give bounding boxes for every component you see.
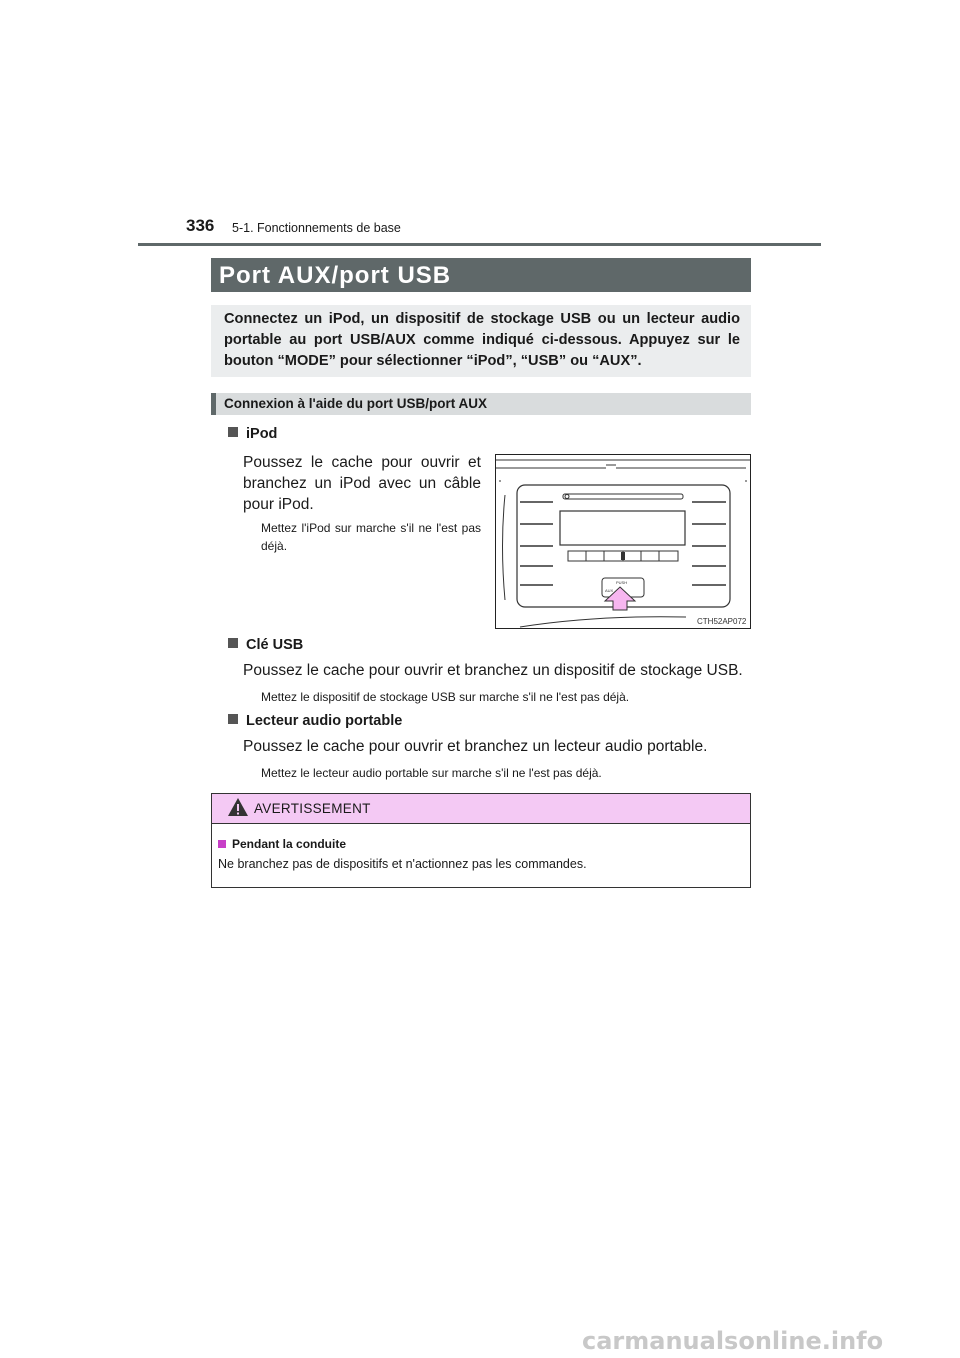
header-rule [138, 243, 821, 246]
item-body-portable: Poussez le cache pour ouvrir et branchez un lecteur audio portable. [243, 738, 708, 755]
warning-item-heading [218, 837, 346, 851]
item-heading-text: Lecteur audio portable [246, 713, 403, 729]
item-note-ipod: Mettez l'iPod sur marche s'il ne l'est pas déjà. [261, 521, 481, 553]
warning-title: AVERTISSEMENT [254, 801, 371, 816]
item-body-ipod: Poussez le cache pour ouvrir et branchez un iPod avec un câble pour iPod. [243, 454, 481, 513]
audio-unit-illustration [496, 455, 750, 628]
audio-unit-figure [495, 454, 751, 629]
item-heading-usb [228, 637, 303, 653]
square-bullet-icon [218, 840, 226, 848]
page-number: 336 [186, 216, 215, 235]
subheading-accent [211, 393, 216, 415]
warning-triangle-icon [227, 797, 249, 822]
item-heading-text: iPod [246, 426, 278, 442]
push-label: PUSH [616, 580, 628, 585]
warning-item-heading-text: Pendant la conduite [232, 837, 347, 851]
square-bullet-icon [228, 714, 238, 724]
square-bullet-icon [228, 427, 238, 437]
square-bullet-icon [228, 638, 238, 648]
page-title: Port AUX/port USB [219, 262, 452, 289]
item-heading-portable [228, 713, 402, 729]
item-body-usb: Poussez le cache pour ouvrir et branchez un dispositif de stockage USB. [243, 662, 743, 679]
watermark: carmanualsonline.info [582, 1327, 884, 1355]
figure-code: CTH52AP072 [697, 617, 747, 626]
subheading: Connexion à l'aide du port USB/port AUX [224, 396, 487, 411]
aux-label: AUX [605, 588, 614, 593]
warning-item-body: Ne branchez pas de dispositifs et n'actionnez pas les commandes. [218, 857, 587, 871]
item-heading-ipod [228, 426, 277, 442]
intro-text: Connectez un iPod, un dispositif de stockage USB ou un lecteur audio portable au port USB/AUX comme indiqué ci-dessous. Appuyez sur le bouton “MODE” pour sélectionner “iPod”, “USB” ou “AUX”. [224, 311, 740, 369]
section-label: 5-1. Fonctionnements de base [232, 221, 401, 235]
item-note-usb: Mettez le dispositif de stockage USB sur marche s'il ne l'est pas déjà. [261, 690, 630, 704]
item-note-portable: Mettez le lecteur audio portable sur marche s'il ne l'est pas déjà. [261, 766, 602, 780]
item-heading-text: Clé USB [246, 637, 304, 653]
